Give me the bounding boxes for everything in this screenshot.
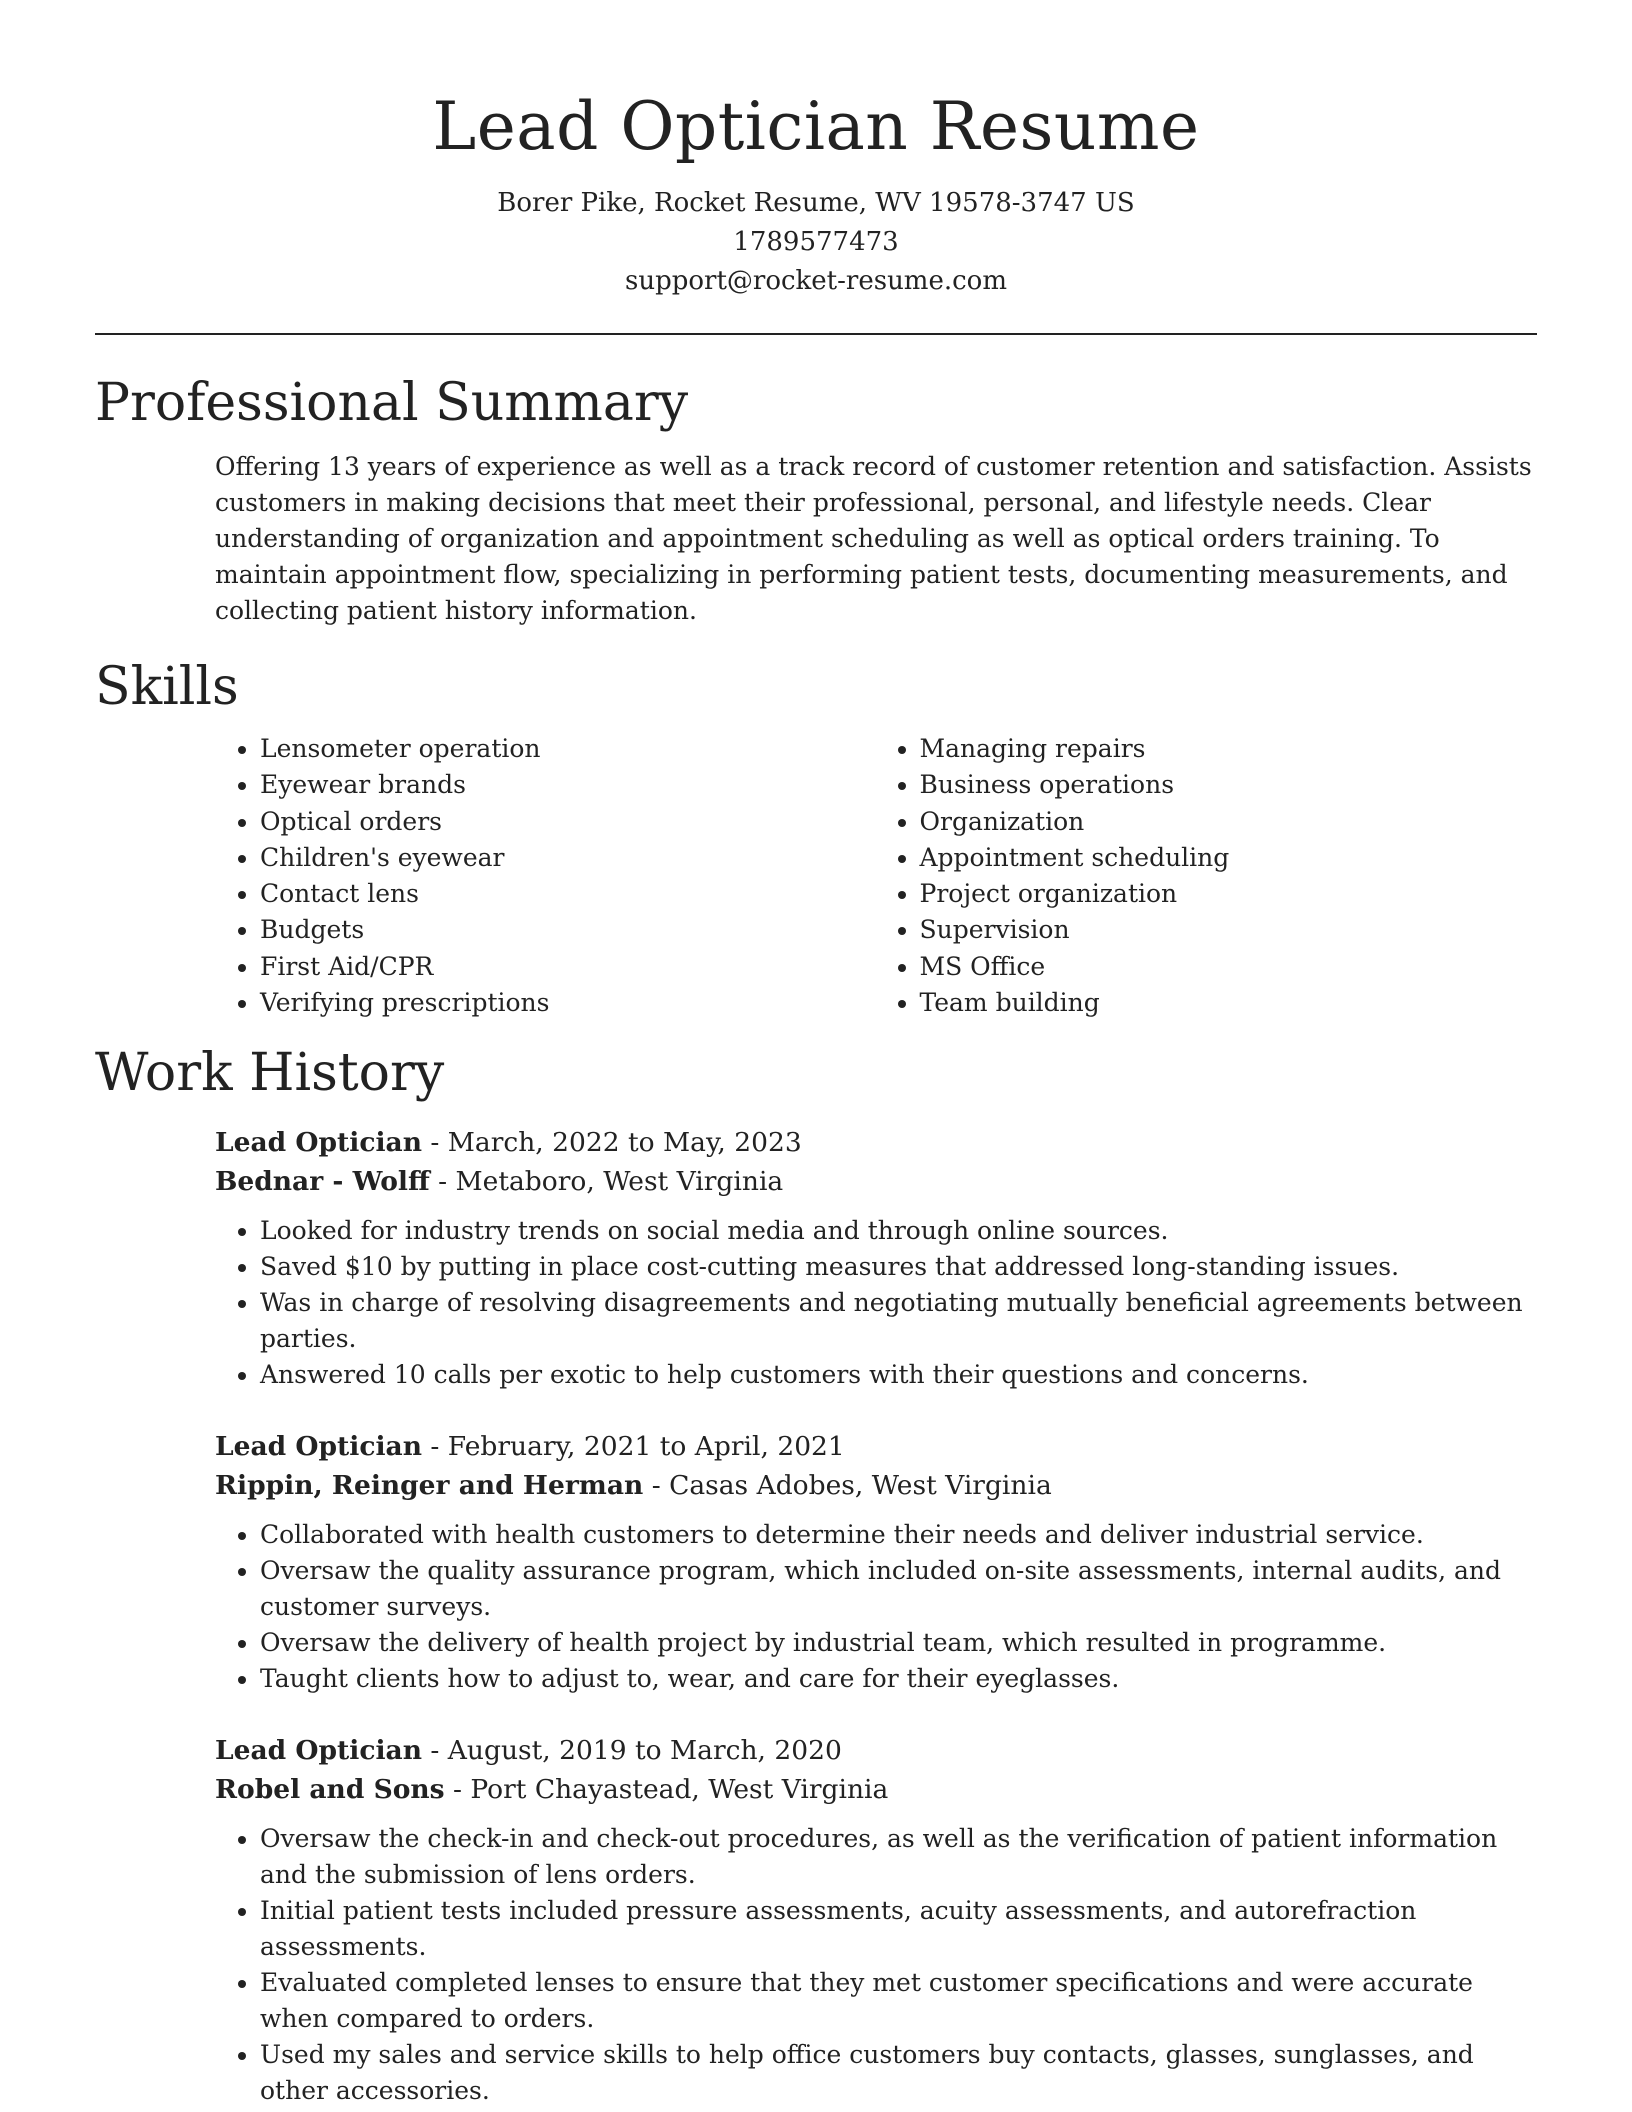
job-location: - Metaboro, West Virginia — [429, 1166, 784, 1198]
job-bullet: • Answered 10 calls per exotic to help customers with their questions and concerns. — [260, 1357, 1537, 1393]
skill-item: • Managing repairs — [920, 731, 1538, 767]
job-company-line — [215, 1770, 1537, 1809]
job-role: Lead Optician — [215, 1127, 422, 1159]
job-bullet: • Was in charge of resolving disagreements and negotiating mutually beneficial agreements between parties. — [260, 1285, 1537, 1357]
resume-title: Lead Optician Resume — [432, 88, 1200, 165]
skill-item: • Optical orders — [260, 804, 878, 840]
skills-column-left — [215, 731, 878, 1021]
job-bullet: • Saved $10 by putting in place cost-cutting measures that addressed long-standing issues. — [260, 1249, 1537, 1285]
work-history-heading: Work History — [95, 1043, 445, 1104]
job-company-line — [215, 1162, 1537, 1201]
skills-heading: Skills — [95, 657, 239, 717]
job-entry — [215, 1123, 1537, 1393]
skill-item: • Organization — [920, 804, 1538, 840]
skill-item: • First Aid/CPR — [260, 949, 878, 985]
job-dates: - February, 2021 to April, 2021 — [421, 1431, 845, 1463]
job-bullet: • Evaluated completed lenses to ensure that they met customer specifications and were accurate when compared to orders. — [260, 1965, 1537, 2037]
contact-phone: 1789577473 — [733, 227, 899, 257]
job-location: - Casas Adobes, West Virginia — [643, 1470, 1052, 1502]
job-bullet: • Oversaw the check-in and check-out procedures, as well as the verification of patient information and the submission of lens orders. — [260, 1821, 1537, 1893]
job-bullet: • Used my sales and service skills to help office customers buy contacts, glasses, sunglasses, and other accessories. — [260, 2037, 1537, 2109]
skill-item: • Business operations — [920, 767, 1538, 803]
job-company-line — [215, 1466, 1537, 1505]
skill-item: • Project organization — [920, 876, 1538, 912]
summary-text: Offering 13 years of experience as well as a track record of customer retention and satisfaction. Assists customers in making decisions that meet their professional, personal, and lifestyle needs. Clear understanding of organization and appointment scheduling as well as optical orders training. To maintain appointment flow, specializing in performing patient tests, documenting measurements, and collecting patient history information. — [215, 452, 1532, 625]
job-bullet: • Collaborated with health customers to determine their needs and deliver industrial service. — [260, 1517, 1537, 1553]
skill-item: • Budgets — [260, 912, 878, 948]
job-company: Bednar - Wolff — [215, 1166, 430, 1198]
contact-email: support@rocket-resume.com — [624, 266, 1007, 296]
resume-page — [95, 0, 1537, 2109]
skill-item: • Children's eyewear — [260, 840, 878, 876]
job-bullet: • Oversaw the quality assurance program, which included on-site assessments, internal audits, and customer surveys. — [260, 1553, 1537, 1625]
skill-item: • MS Office — [920, 949, 1538, 985]
job-bullets — [215, 1821, 1537, 2109]
job-title-line — [215, 1731, 1537, 1770]
job-bullets — [215, 1517, 1537, 1697]
skill-item: • Supervision — [920, 912, 1538, 948]
job-entry — [215, 1731, 1537, 2109]
resume-header — [95, 0, 1537, 301]
job-dates: - August, 2019 to March, 2020 — [421, 1735, 842, 1767]
contact-address: Borer Pike, Rocket Resume, WV 19578-3747 US — [497, 188, 1135, 218]
job-entry — [215, 1427, 1537, 1697]
skill-item: • Verifying prescriptions — [260, 985, 878, 1021]
job-bullets — [215, 1213, 1537, 1393]
job-company: Robel and Sons — [215, 1774, 445, 1806]
job-title-line — [215, 1123, 1537, 1162]
job-bullet: • Initial patient tests included pressure assessments, acuity assessments, and autorefraction assessments. — [260, 1893, 1537, 1965]
job-role: Lead Optician — [215, 1431, 422, 1463]
contact-block — [95, 184, 1537, 301]
skills-list — [215, 731, 1537, 1021]
job-dates: - March, 2022 to May, 2023 — [421, 1127, 802, 1159]
job-role: Lead Optician — [215, 1735, 422, 1767]
skill-item: • Appointment scheduling — [920, 840, 1538, 876]
skill-item: • Team building — [920, 985, 1538, 1021]
summary-heading: Professional Summary — [95, 373, 689, 433]
job-bullet: • Taught clients how to adjust to, wear, and care for their eyeglasses. — [260, 1661, 1537, 1697]
skill-item: • Lensometer operation — [260, 731, 878, 767]
header-divider — [95, 333, 1537, 335]
job-bullet: • Oversaw the delivery of health project by industrial team, which resulted in programme. — [260, 1625, 1537, 1661]
job-bullet: • Looked for industry trends on social media and through online sources. — [260, 1213, 1537, 1249]
job-location: - Port Chayastead, West Virginia — [444, 1774, 889, 1806]
job-title-line — [215, 1427, 1537, 1466]
skills-column-right — [878, 731, 1538, 1021]
job-company: Rippin, Reinger and Herman — [215, 1470, 644, 1502]
skill-item: • Eyewear brands — [260, 767, 878, 803]
skill-item: • Contact lens — [260, 876, 878, 912]
